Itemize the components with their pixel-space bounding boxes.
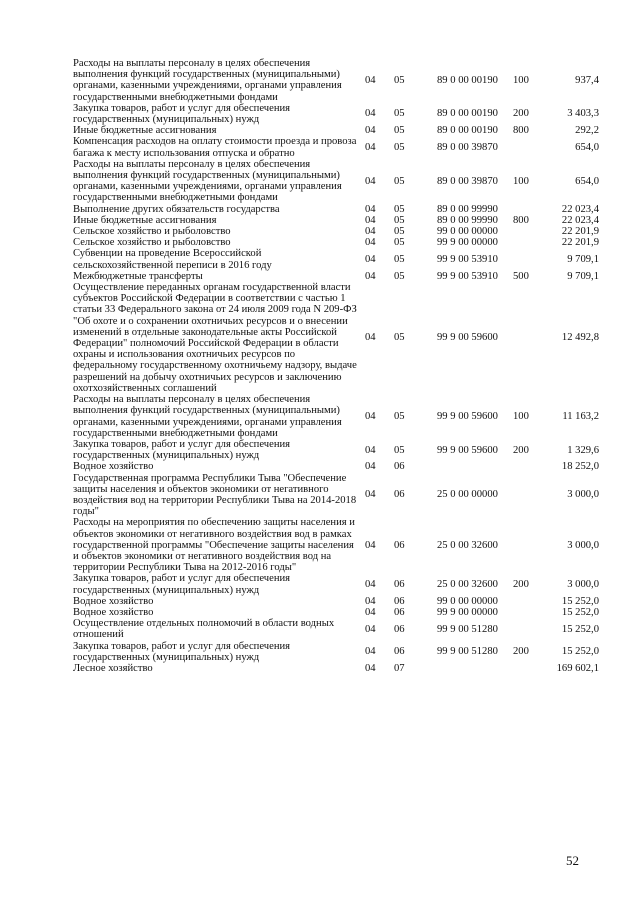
row-subsection: 05: [394, 125, 405, 137]
row-amount: 3 000,0: [567, 539, 599, 551]
row-section: 04: [365, 332, 376, 344]
row-name: Водное хозяйство: [73, 606, 154, 618]
row-amount: 654,0: [575, 142, 599, 154]
row-name: Расходы на выплаты персоналу в целях обеспечения выполнения функций государственных (муниципальными) органами, казенными учреждениями, органами управления государственными внебюджетными фондами: [73, 158, 342, 204]
row-expense-type: 100: [513, 175, 529, 187]
row-name: Сельское хозяйство и рыболовство: [73, 226, 231, 238]
row-target-article: 99 0 00 00000: [437, 595, 498, 607]
budget-table: [73, 58, 599, 674]
row-amount: 15 252,0: [561, 595, 599, 607]
row-target-article: 99 0 00 00000: [437, 226, 498, 238]
row-target-article: 99 9 00 59600: [437, 332, 498, 344]
row-target-article: 89 0 00 39870: [437, 142, 498, 154]
row-name: Государственная программа Республики Тыва "Обеспечение защиты населения и объектов экономики от негативного воздействия вод на территории Республики Тыва на 2014-2018 годы": [73, 472, 357, 518]
row-section: 04: [365, 125, 376, 137]
row-section: 04: [365, 623, 376, 635]
row-section: 04: [365, 175, 376, 187]
row-amount: 22 201,9: [561, 226, 599, 238]
row-section: 04: [365, 444, 376, 456]
row-subsection: 07: [394, 662, 405, 674]
table-row: [73, 618, 599, 640]
table-row: [73, 103, 599, 125]
row-target-article: 25 0 00 32600: [437, 539, 498, 551]
row-target-article: 99 9 00 51280: [437, 623, 498, 635]
row-target-article: 89 0 00 00190: [437, 125, 498, 137]
row-section: 04: [365, 270, 376, 282]
row-subsection: 06: [394, 539, 405, 551]
row-name: Закупка товаров, работ и услуг для обеспечения государственных (муниципальных) нужд: [73, 438, 291, 462]
row-amount: 1 329,6: [567, 444, 599, 456]
row-target-article: 99 9 00 53910: [437, 270, 498, 282]
row-target-article: 99 9 00 00000: [437, 237, 498, 249]
row-section: 04: [365, 237, 376, 249]
row-subsection: 05: [394, 237, 405, 249]
row-name: Осуществление отдельных полномочий в области водных отношений: [73, 618, 335, 641]
row-section: 04: [365, 214, 376, 226]
table-row: [73, 573, 599, 595]
row-name: Субвенции на проведение Всероссийской сельскохозяйственной переписи в 2016 году: [73, 248, 272, 271]
row-subsection: 06: [394, 595, 405, 607]
row-amount: 12 492,8: [561, 332, 599, 344]
table-row: [73, 159, 599, 204]
row-amount: 15 252,0: [561, 646, 599, 658]
row-name: Расходы на мероприятия по обеспечению защиты населения и объектов экономики от негативного воздействия вод в рамках государственной программы "Обеспечение защиты населения и объектов экономики от негативного воздействия вод на территории Республики Тыва на 2012-2016 годы": [73, 517, 355, 574]
table-row: [73, 237, 599, 248]
row-expense-type: [513, 226, 545, 237]
table-row: [73, 136, 599, 158]
table-row: [73, 663, 599, 674]
row-name: Расходы на выплаты персоналу в целях обеспечения выполнения функций государственных (муниципальными) органами, казенными учреждениями, органами управления государственными внебюджетными фондами: [73, 394, 342, 439]
table-row: [73, 517, 599, 573]
row-amount: 654,0: [575, 175, 599, 187]
row-target-article: 89 0 00 99990: [437, 203, 498, 215]
table-row: [73, 394, 599, 439]
row-amount: 937,4: [575, 74, 599, 86]
row-target-article: 99 9 00 59600: [437, 444, 498, 456]
row-section: 04: [365, 578, 376, 590]
row-expense-type: 800: [513, 125, 529, 137]
row-subsection: 06: [394, 606, 405, 618]
row-name: Выполнение других обязательств государства: [73, 203, 280, 215]
row-target-article: 99 9 00 00000: [437, 606, 498, 618]
row-expense-type: 200: [513, 444, 529, 456]
table-row: [73, 58, 599, 103]
row-section: 04: [365, 595, 376, 607]
row-name: Компенсация расходов на оплату стоимости проезда и провоза багажа к месту использования отпуска и обратно: [73, 136, 357, 159]
row-amount: 292,2: [575, 125, 599, 137]
row-amount: 22 023,4: [561, 214, 599, 226]
row-name: Водное хозяйство: [73, 595, 154, 607]
row-subsection: 05: [394, 270, 405, 282]
row-subsection: 05: [394, 332, 405, 344]
row-subsection: 06: [394, 461, 405, 473]
row-subsection: 05: [394, 108, 405, 120]
row-target-article: 89 0 00 99990: [437, 214, 498, 226]
row-subsection: 06: [394, 578, 405, 590]
row-subsection: 05: [394, 175, 405, 187]
row-target-article: [437, 461, 513, 472]
row-subsection: 05: [394, 254, 405, 266]
row-expense-type: [513, 204, 545, 215]
row-expense-type: 200: [513, 108, 529, 120]
table-row: [73, 248, 599, 270]
row-amount: 9 709,1: [567, 270, 599, 282]
row-amount: 9 709,1: [567, 254, 599, 266]
row-amount: 15 252,0: [561, 623, 599, 635]
row-expense-type: 100: [513, 74, 529, 86]
row-expense-type: [513, 607, 545, 618]
row-name: Водное хозяйство: [73, 461, 154, 473]
row-expense-type: 200: [513, 578, 529, 590]
row-name: Закупка товаров, работ и услуг для обеспечения государственных (муниципальных) нужд: [73, 640, 291, 663]
row-expense-type: [513, 461, 545, 472]
row-expense-type: [513, 596, 545, 607]
row-amount: 3 000,0: [567, 489, 599, 501]
row-section: 04: [365, 646, 376, 658]
row-section: 04: [365, 108, 376, 120]
row-subsection: 05: [394, 203, 405, 215]
row-subsection: 06: [394, 646, 405, 658]
row-section: 04: [365, 606, 376, 618]
row-expense-type: [513, 237, 545, 248]
row-section: 04: [365, 254, 376, 266]
table-row: [73, 215, 599, 226]
row-target-article: 25 0 00 32600: [437, 578, 498, 590]
table-row: [73, 204, 599, 215]
table-row: [73, 607, 599, 618]
row-name: Закупка товаров, работ и услуг для обеспечения государственных (муниципальных) нужд: [73, 573, 291, 596]
table-row: [73, 439, 599, 461]
row-section: 04: [365, 142, 376, 154]
row-section: 04: [365, 489, 376, 501]
row-section: 04: [365, 461, 376, 473]
row-amount: 18 252,0: [561, 461, 599, 473]
row-name: Иные бюджетные ассигнования: [73, 214, 217, 226]
row-section: 04: [365, 539, 376, 551]
row-amount: 15 252,0: [561, 606, 599, 618]
row-amount: 169 602,1: [556, 662, 599, 674]
row-target-article: [437, 663, 513, 674]
row-expense-type: [513, 517, 545, 573]
row-amount: 3 000,0: [567, 578, 599, 590]
budget-table-body: [73, 58, 599, 674]
row-expense-type: 500: [513, 270, 529, 282]
table-row: [73, 282, 599, 394]
row-subsection: 05: [394, 74, 405, 86]
row-target-article: 89 0 00 00190: [437, 108, 498, 120]
row-target-article: 25 0 00 00000: [437, 489, 498, 501]
row-expense-type: [513, 248, 545, 270]
table-row: [73, 596, 599, 607]
table-row: [73, 125, 599, 136]
row-section: 04: [365, 662, 376, 674]
row-expense-type: 200: [513, 646, 529, 658]
row-amount: 3 403,3: [567, 108, 599, 120]
row-section: 04: [365, 203, 376, 215]
table-row: [73, 473, 599, 518]
table-row: [73, 271, 599, 282]
row-name: Закупка товаров, работ и услуг для обеспечения государственных (муниципальных) нужд: [73, 102, 291, 126]
row-amount: 22 201,9: [561, 237, 599, 249]
row-amount: 11 163,2: [562, 410, 599, 422]
row-section: 04: [365, 410, 376, 422]
row-expense-type: [513, 473, 545, 518]
row-subsection: 06: [394, 623, 405, 635]
row-subsection: 05: [394, 444, 405, 456]
row-section: 04: [365, 226, 376, 238]
row-subsection: 05: [394, 142, 405, 154]
row-subsection: 05: [394, 214, 405, 226]
row-target-article: 99 9 00 51280: [437, 646, 498, 658]
table-row: [73, 641, 599, 663]
row-expense-type: [513, 663, 545, 674]
row-expense-type: [513, 618, 545, 640]
row-expense-type: [513, 136, 545, 158]
row-name: Межбюджетные трансферты: [73, 270, 203, 282]
row-target-article: 99 9 00 59600: [437, 410, 498, 422]
row-name: Осуществление переданных органам государственной власти субъектов Российской Федерации в соответствии с частью 1 статьи 33 Федерального закона от 24 июля 2009 года N 209-ФЗ "Об охоте и о сохранении охотничьих ресурсов и о внесении изменений в отдельные законодательные акты Российской Федерации" полномочий Российской Федерации в области охраны и использования охотничьих ресурсов по федеральному государственному охотничьему надзору, выдаче разрешений на добычу охотничьих ресурсов и заключению охотхозяйственных соглашений: [73, 282, 357, 394]
table-row: [73, 461, 599, 472]
row-subsection: 05: [394, 410, 405, 422]
row-target-article: 99 9 00 53910: [437, 254, 498, 266]
page-number: 52: [566, 853, 579, 868]
table-row: [73, 226, 599, 237]
row-name: Расходы на выплаты персоналу в целях обеспечения выполнения функций государственных (муниципальными) органами, казенными учреждениями, органами управления государственными внебюджетными фондами: [73, 58, 342, 103]
row-expense-type: 800: [513, 214, 529, 226]
row-expense-type: [513, 282, 545, 394]
row-name: Иные бюджетные ассигнования: [73, 125, 217, 137]
row-name: Лесное хозяйство: [73, 662, 153, 674]
row-subsection: 05: [394, 226, 405, 238]
row-target-article: 89 0 00 39870: [437, 175, 498, 187]
row-section: 04: [365, 74, 376, 86]
row-expense-type: 100: [513, 410, 529, 422]
row-subsection: 06: [394, 489, 405, 501]
row-name: Сельское хозяйство и рыболовство: [73, 237, 231, 249]
row-amount: 22 023,4: [561, 203, 599, 215]
row-target-article: 89 0 00 00190: [437, 74, 498, 86]
